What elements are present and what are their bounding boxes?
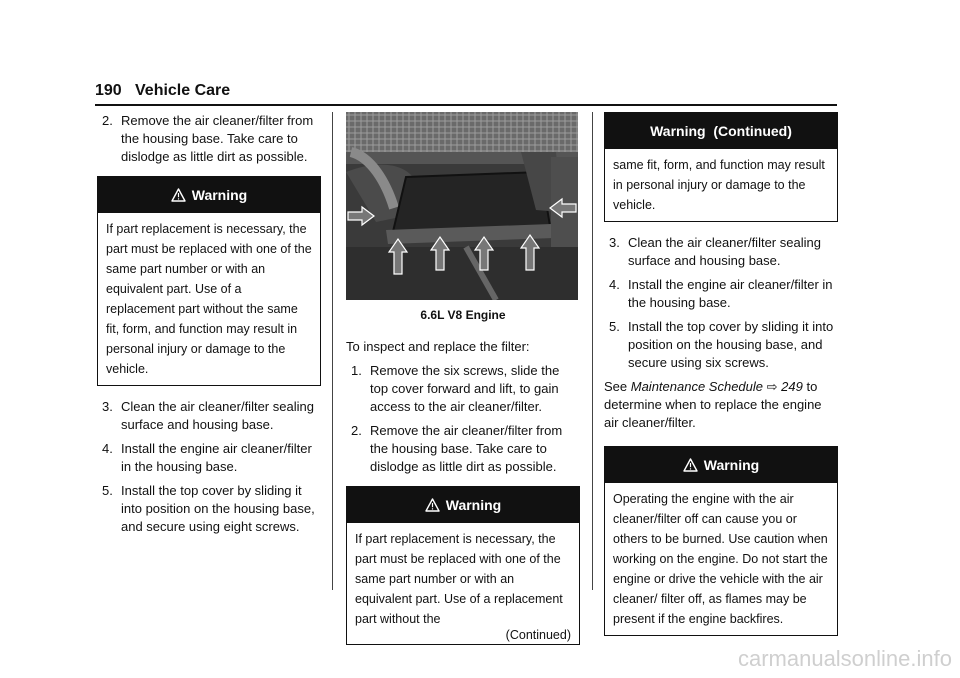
step-number: 3. [609, 235, 620, 250]
warning-text: Operating the engine with the air cleaner/filter off can cause you or others to be burned. Use caution when working on the engine. Do not start the engine or drive the vehicle with the air cleaner/ filter off, as flames may be present if the engine backfires. [613, 492, 828, 626]
warning-title: Warning (Continued) [650, 123, 792, 139]
step-1 [346, 362, 580, 416]
warning-box [346, 486, 580, 645]
step-number: 5. [609, 319, 620, 334]
page-ref-arrow-icon: ⇨ [766, 379, 778, 394]
column-left [97, 112, 321, 542]
step-text: Remove the six screws, slide the top cover forward and lift, to gain access to the air cleaner/filter. [370, 363, 560, 414]
step-2 [97, 112, 321, 166]
warning-header [347, 487, 579, 523]
step-4 [604, 276, 838, 312]
warning-header [98, 177, 320, 213]
warning-header [605, 447, 837, 483]
engine-air-cleaner-illustration [346, 112, 578, 300]
warning-title: Warning [445, 497, 502, 513]
intro-text: To inspect and replace the filter: [346, 339, 530, 354]
figure-caption: 6.6L V8 Engine [420, 308, 506, 322]
see-suffix: to determine when to replace the engine air cleaner/filter. [604, 379, 822, 430]
warning-box [604, 446, 838, 636]
engine-photo [346, 112, 578, 300]
maintenance-schedule-link[interactable]: Maintenance Schedule [630, 379, 764, 394]
warning-box [97, 176, 321, 386]
warning-icon [171, 188, 186, 202]
page-header [95, 80, 835, 104]
page-ref-number[interactable]: 249 [781, 379, 803, 394]
column-middle [346, 112, 580, 657]
step-number: 2. [351, 423, 362, 438]
step-number: 4. [102, 441, 113, 456]
step-5 [97, 482, 321, 536]
step-number: 1. [351, 363, 362, 378]
column-divider [592, 112, 593, 590]
step-text: Clean the air cleaner/filter sealing surface and housing base. [628, 235, 821, 268]
watermark: carmanualsonline.info [737, 646, 952, 671]
step-2 [346, 422, 580, 476]
step-text: Remove the air cleaner/filter from the housing base. Take care to dislodge as little dirt as possible. [370, 423, 563, 474]
warning-text: If part replacement is necessary, the part must be replaced with one of the same part number or with an equivalent part. Use of a replacement part without the same fit, form, and function may result in personal injury or damage to the vehicle. [106, 222, 312, 376]
step-text: Clean the air cleaner/filter sealing surface and housing base. [121, 399, 314, 432]
header-rule [95, 104, 837, 106]
step-text: Install the top cover by sliding it into position on the housing base, and secure using six screws. [628, 319, 834, 370]
step-5 [604, 318, 838, 372]
warning-title: Warning [191, 187, 248, 203]
warning-text: If part replacement is necessary, the part must be replaced with one of the same part number or with an equivalent part. Use of a replacement part without the [355, 532, 563, 626]
step-number: 3. [102, 399, 113, 414]
warning-icon [683, 458, 698, 472]
step-number: 5. [102, 483, 113, 498]
step-text: Install the engine air cleaner/filter in the housing base. [121, 441, 312, 474]
warning-text: same fit, form, and function may result in personal injury or damage to the vehicle. [613, 158, 825, 212]
see-prefix: See [604, 379, 631, 394]
warning-icon [425, 498, 440, 512]
step-text: Install the top cover by sliding it into position on the housing base, and secure using eight screws. [121, 483, 315, 534]
see-reference [604, 378, 838, 432]
step-4 [97, 440, 321, 476]
step-text: Install the engine air cleaner/filter in the housing base. [628, 277, 833, 310]
step-3 [97, 398, 321, 434]
column-right [604, 112, 838, 648]
step-text: Remove the air cleaner/filter from the housing base. Take care to dislodge as little dirt as possible. [121, 113, 314, 164]
warning-title: Warning [703, 457, 760, 473]
step-3 [604, 234, 838, 270]
section-title: Vehicle Care [135, 82, 231, 99]
warning-box-continued [604, 112, 838, 222]
column-divider [332, 112, 333, 590]
continued-label: (Continued) [505, 628, 571, 642]
step-number: 2. [102, 113, 113, 128]
page-number: 190 [95, 82, 122, 99]
warning-header [605, 113, 837, 149]
step-number: 4. [609, 277, 620, 292]
